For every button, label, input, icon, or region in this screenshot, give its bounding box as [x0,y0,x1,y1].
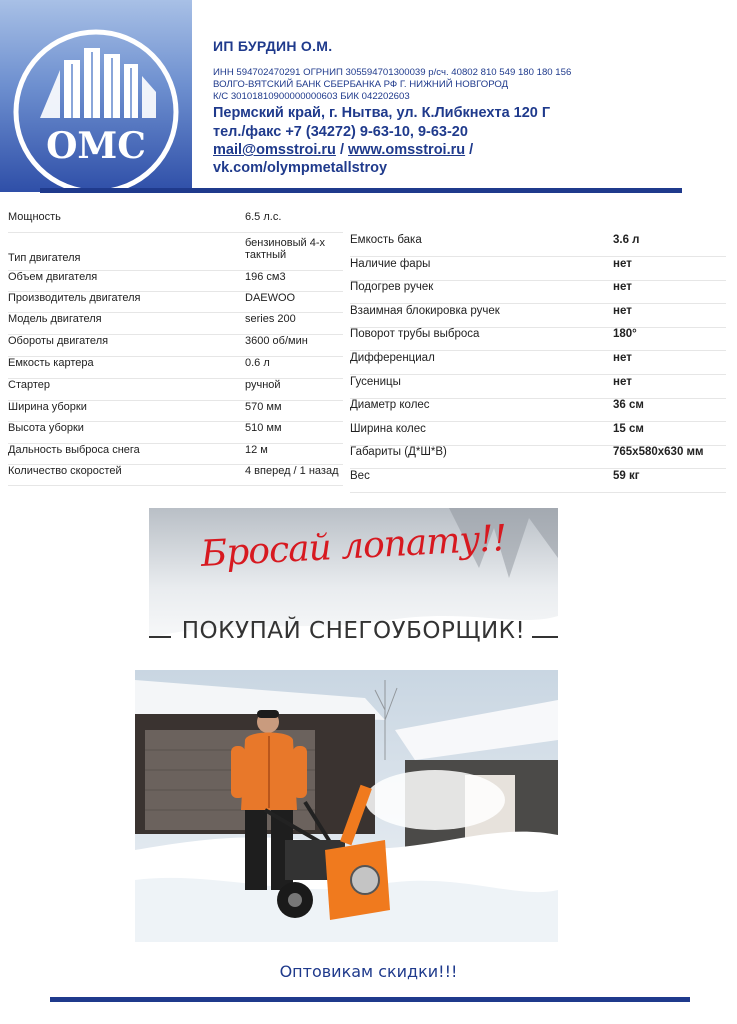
email-link[interactable]: mail@omsstroi.ru [213,142,336,158]
specs_right-row [350,281,726,304]
link-separator: / [339,142,344,158]
specs_left-key: Тип двигателя [8,252,81,264]
specs_right-value: нет [613,375,632,388]
specs_right-row [350,399,726,422]
snowblower-photo [135,670,558,942]
specs_right-row [350,258,726,281]
company-name: ИП БУРДИН О.М. [213,38,333,54]
specs_left-value: 510 мм [245,422,282,434]
specs_right-row [350,423,726,446]
specs_right-key: Гусеницы [350,375,401,388]
specs_right-key: Взаимная блокировка ручек [350,304,500,317]
specs_left-value: DAEWOO [245,292,296,304]
promo-subtitle: ПОКУПАЙ СНЕГОУБОРЩИК! [181,618,526,644]
specs_right-key: Габариты (Д*Ш*В) [350,446,447,459]
specs_left-row [8,379,343,401]
specs_left-key: Объем двигателя [8,271,98,283]
specs_left-key: Стартер [8,379,51,391]
specs_left-key: Модель двигателя [8,313,102,325]
specs_left-value: 12 м [245,444,268,456]
contact-links [213,141,473,160]
specs_right-key: Поворот трубы выброса [350,328,480,341]
company-phone: тел./факс +7 (34272) 9-63-10, 9-63-20 [213,124,468,140]
specs_right-key: Наличие фары [350,257,431,270]
specs_left-row [8,292,343,313]
specs_right-row [350,352,726,375]
specs_right-key: Диаметр колес [350,399,430,412]
specs_right-value: 765x580x630 мм [613,446,704,459]
company-logo [0,0,192,192]
specs_left-value: ручной [245,379,281,391]
specs_right-value: 36 см [613,399,644,412]
specs_left-row [8,335,343,357]
company-address: Пермский край, г. Нытва, ул. К.Либкнехта 120 Г [213,105,551,121]
specs_left-value: series 200 [245,313,296,325]
specs_right-value: 180° [613,328,637,341]
specs_left-row [8,422,343,444]
specs_right-value: нет [613,352,632,364]
specs_right-key: Дифференциал [350,352,435,364]
specs_left-row [8,313,343,335]
specs_right-row [350,470,726,493]
specs_right-value: нет [613,257,632,270]
specs_left-key: Высота уборки [8,422,84,434]
specs_left-key: Обороты двигателя [8,335,109,347]
specs_right-value: нет [613,281,632,294]
specs_left-row [8,211,343,233]
specs_right-key: Вес [350,470,370,482]
specs_left-value: 3600 об/мин [245,335,308,347]
specs_left-key: Производитель двигателя [8,292,141,304]
specs_right-row [350,446,726,469]
specs_right-value: нет [613,304,632,317]
header-divider [40,188,682,193]
promo-slogan: Бросай лопату!! [199,518,508,575]
specs_right-key: Ширина колес [350,422,426,435]
link-separator: / [469,142,474,158]
specs_left-row [8,357,343,379]
specs_left-key: Ширина уборки [8,401,87,413]
specs_left-value: 196 см3 [245,271,286,283]
specs_right-value: 3.6 л [613,234,640,246]
specs_left-key: Мощность [8,211,61,223]
specs_right-key: Подогрев ручек [350,281,434,294]
specs_left-value: 0.6 л [245,357,270,369]
specs_right-row [350,305,726,328]
specs_left-key: Емкость картера [8,357,94,369]
specs_right-value: 59 кг [613,470,640,482]
footer-divider [50,997,690,1002]
specs_left-key: Количество скоростей [8,465,122,477]
specs_left-row [8,237,343,271]
specs_right-row [350,376,726,399]
promo-line [532,636,558,638]
logo-text: ОМС [46,125,146,167]
vk-link[interactable]: vk.com/olympmetallstroy [213,160,388,176]
specs_left-key: Дальность выброса снега [8,444,140,456]
specs_right-row [350,328,726,351]
requisites-line: К/С 30101810900000000603 БИК 042202603 [213,91,410,102]
wholesale-discount-text: Оптовикам скидки!!! [279,962,458,981]
specs_right-key: Емкость бака [350,234,422,246]
specs_left-value: бензиновый 4-х тактный [245,237,325,261]
specs_left-value: 4 вперед / 1 назад [245,465,339,477]
specs_left-value: 570 мм [245,401,282,413]
specs_left-row [8,465,343,486]
snowblower-illustration [135,670,558,942]
requisites-line: ВОЛГО-ВЯТСКИЙ БАНК СБЕРБАНКА РФ Г. НИЖНИЙ НОВГОРОД [213,79,509,90]
specs_right-row [350,234,726,257]
specs_left-value: 6.5 л.с. [245,211,282,223]
requisites-line: ИНН 594702470291 ОГРНИП 305594701300039 р/сч. 40802 810 549 180 180 156 [213,67,572,78]
logo-building-icon [0,0,192,192]
specs_left-row [8,271,343,292]
specs_left-row [8,401,343,422]
promo-banner [149,508,558,668]
website-link[interactable]: www.omsstroi.ru [348,142,466,158]
specs_right-value: 15 см [613,422,644,435]
specs_left-row [8,444,343,465]
